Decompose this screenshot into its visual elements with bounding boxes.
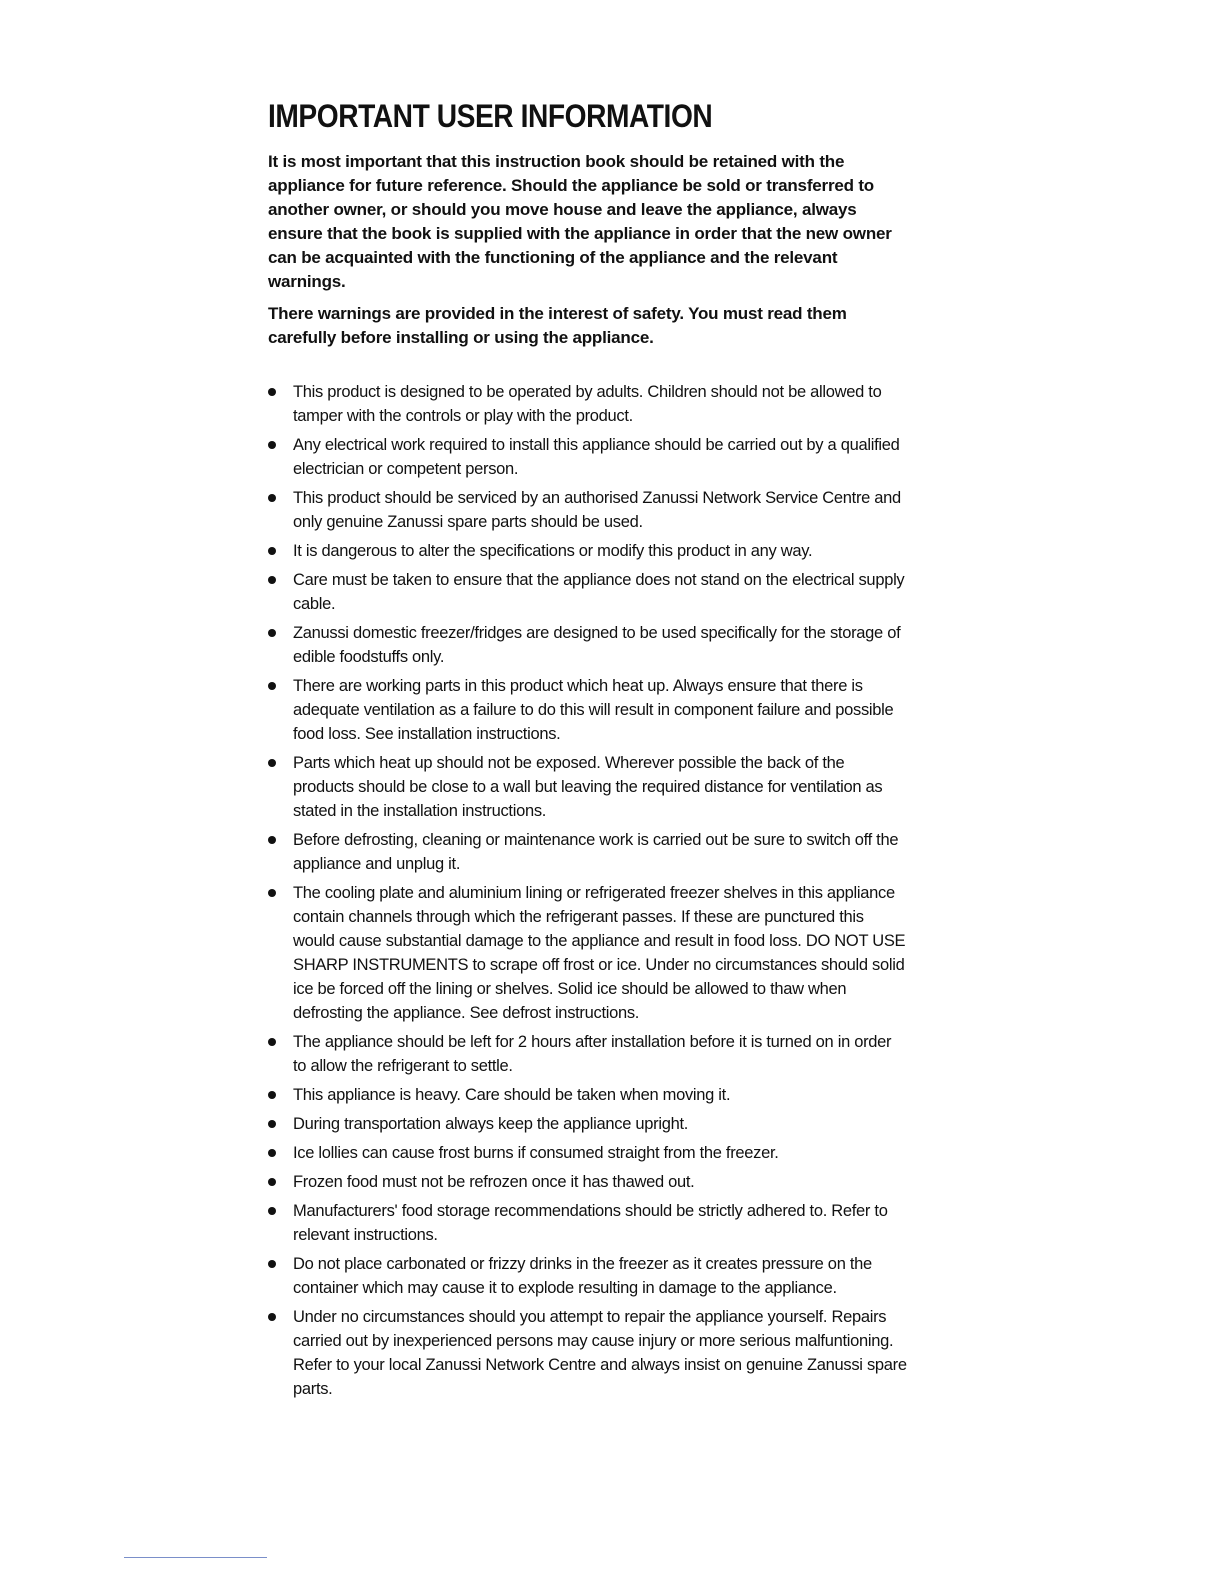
warning-text: During transportation always keep the appliance upright. <box>293 1115 689 1133</box>
warning-item <box>268 621 908 669</box>
footer-rule <box>124 1557 267 1558</box>
bullet-icon <box>268 547 276 555</box>
warning-text: This product should be serviced by an authorised Zanussi Network Service Centre and only genuine Zanussi spare parts should be used. <box>293 489 901 531</box>
warning-text: This product is designed to be operated by adults. Children should not be allowed to tamper with the controls or play with the product. <box>293 383 882 425</box>
bullet-icon <box>268 759 276 767</box>
page-title: IMPORTANT USER INFORMATION <box>268 98 713 134</box>
warning-item <box>268 828 908 876</box>
warning-text: It is dangerous to alter the specifications or modify this product in any way. <box>293 542 813 560</box>
warning-text: This appliance is heavy. Care should be taken when moving it. <box>293 1086 731 1104</box>
warnings-list <box>268 380 908 1401</box>
warning-text: Manufacturers' food storage recommendations should be strictly adhered to. Refer to relevant instructions. <box>293 1202 888 1244</box>
bullet-icon <box>268 836 276 844</box>
warning-item <box>268 1252 908 1300</box>
warning-item <box>268 486 908 534</box>
warning-text: The cooling plate and aluminium lining or refrigerated freezer shelves in this appliance contain channels through which the refrigerant passes. If these are punctured this would cause substantial damage to the appliance and result in food loss. DO NOT USE SHARP INSTRUMENTS to scrape off frost or ice. Under no circumstances should solid ice be forced off the lining or shelves. Solid ice should be allowed to thaw when defrosting the appliance. See defrost instructions. <box>293 884 906 1022</box>
warning-item <box>268 1170 908 1194</box>
bullet-icon <box>268 1120 276 1128</box>
document-page <box>268 96 908 1406</box>
bullet-icon <box>268 1038 276 1046</box>
warning-text: Any electrical work required to install this appliance should be carried out by a qualified electrician or competent person. <box>293 436 900 478</box>
warning-text: Parts which heat up should not be exposed. Wherever possible the back of the products should be close to a wall but leaving the required distance for ventilation as stated in the installation instructions. <box>293 754 883 820</box>
warning-text: Ice lollies can cause frost burns if consumed straight from the freezer. <box>293 1144 779 1162</box>
warning-item <box>268 674 908 746</box>
warning-text: Frozen food must not be refrozen once it has thawed out. <box>293 1173 695 1191</box>
warning-item <box>268 1305 908 1401</box>
warning-item <box>268 1141 908 1165</box>
intro-paragraph-retain-book: It is most important that this instruction book should be retained with the appliance for future reference. Should the appliance be sold or transferred to another owner, or should you move house and leave the appliance, always ensure that the book is supplied with the appliance in order that the new owner can be acquainted with the functioning of the appliance and the relevant warnings. <box>268 152 892 291</box>
bullet-icon <box>268 1149 276 1157</box>
bullet-icon <box>268 1313 276 1321</box>
warning-text: There are working parts in this product which heat up. Always ensure that there is adequate ventilation as a failure to do this will result in component failure and possible food loss. See installation instructions. <box>293 677 894 743</box>
warning-item <box>268 380 908 428</box>
warning-text: Do not place carbonated or frizzy drinks in the freezer as it creates pressure on the container which may cause it to explode resulting in damage to the appliance. <box>293 1255 872 1297</box>
warning-item <box>268 751 908 823</box>
warning-item <box>268 433 908 481</box>
bullet-icon <box>268 629 276 637</box>
intro-paragraph-safety: There warnings are provided in the interest of safety. You must read them carefully before installing or using the appliance. <box>268 304 847 347</box>
bullet-icon <box>268 441 276 449</box>
warning-item <box>268 1199 908 1247</box>
bullet-icon <box>268 889 276 897</box>
bullet-icon <box>268 494 276 502</box>
bullet-icon <box>268 1091 276 1099</box>
warning-text: Zanussi domestic freezer/fridges are designed to be used specifically for the storage of edible foodstuffs only. <box>293 624 901 666</box>
bullet-icon <box>268 388 276 396</box>
warning-item <box>268 539 908 563</box>
warning-text: Before defrosting, cleaning or maintenance work is carried out be sure to switch off the appliance and unplug it. <box>293 831 899 873</box>
warning-text: Under no circumstances should you attempt to repair the appliance yourself. Repairs carried out by inexperienced persons may cause injury or more serious malfuntioning. Refer to your local Zanussi Network Centre and always insist on genuine Zanussi spare parts. <box>293 1308 907 1398</box>
bullet-icon <box>268 1178 276 1186</box>
warning-item <box>268 1112 908 1136</box>
warning-text: Care must be taken to ensure that the appliance does not stand on the electrical supply cable. <box>293 571 905 613</box>
bullet-icon <box>268 1260 276 1268</box>
bullet-icon <box>268 1207 276 1215</box>
warning-item <box>268 881 908 1025</box>
bullet-icon <box>268 682 276 690</box>
warning-item <box>268 1083 908 1107</box>
warning-item <box>268 1030 908 1078</box>
warning-item <box>268 568 908 616</box>
warning-text: The appliance should be left for 2 hours after installation before it is turned on in order to allow the refrigerant to settle. <box>293 1033 892 1075</box>
bullet-icon <box>268 576 276 584</box>
